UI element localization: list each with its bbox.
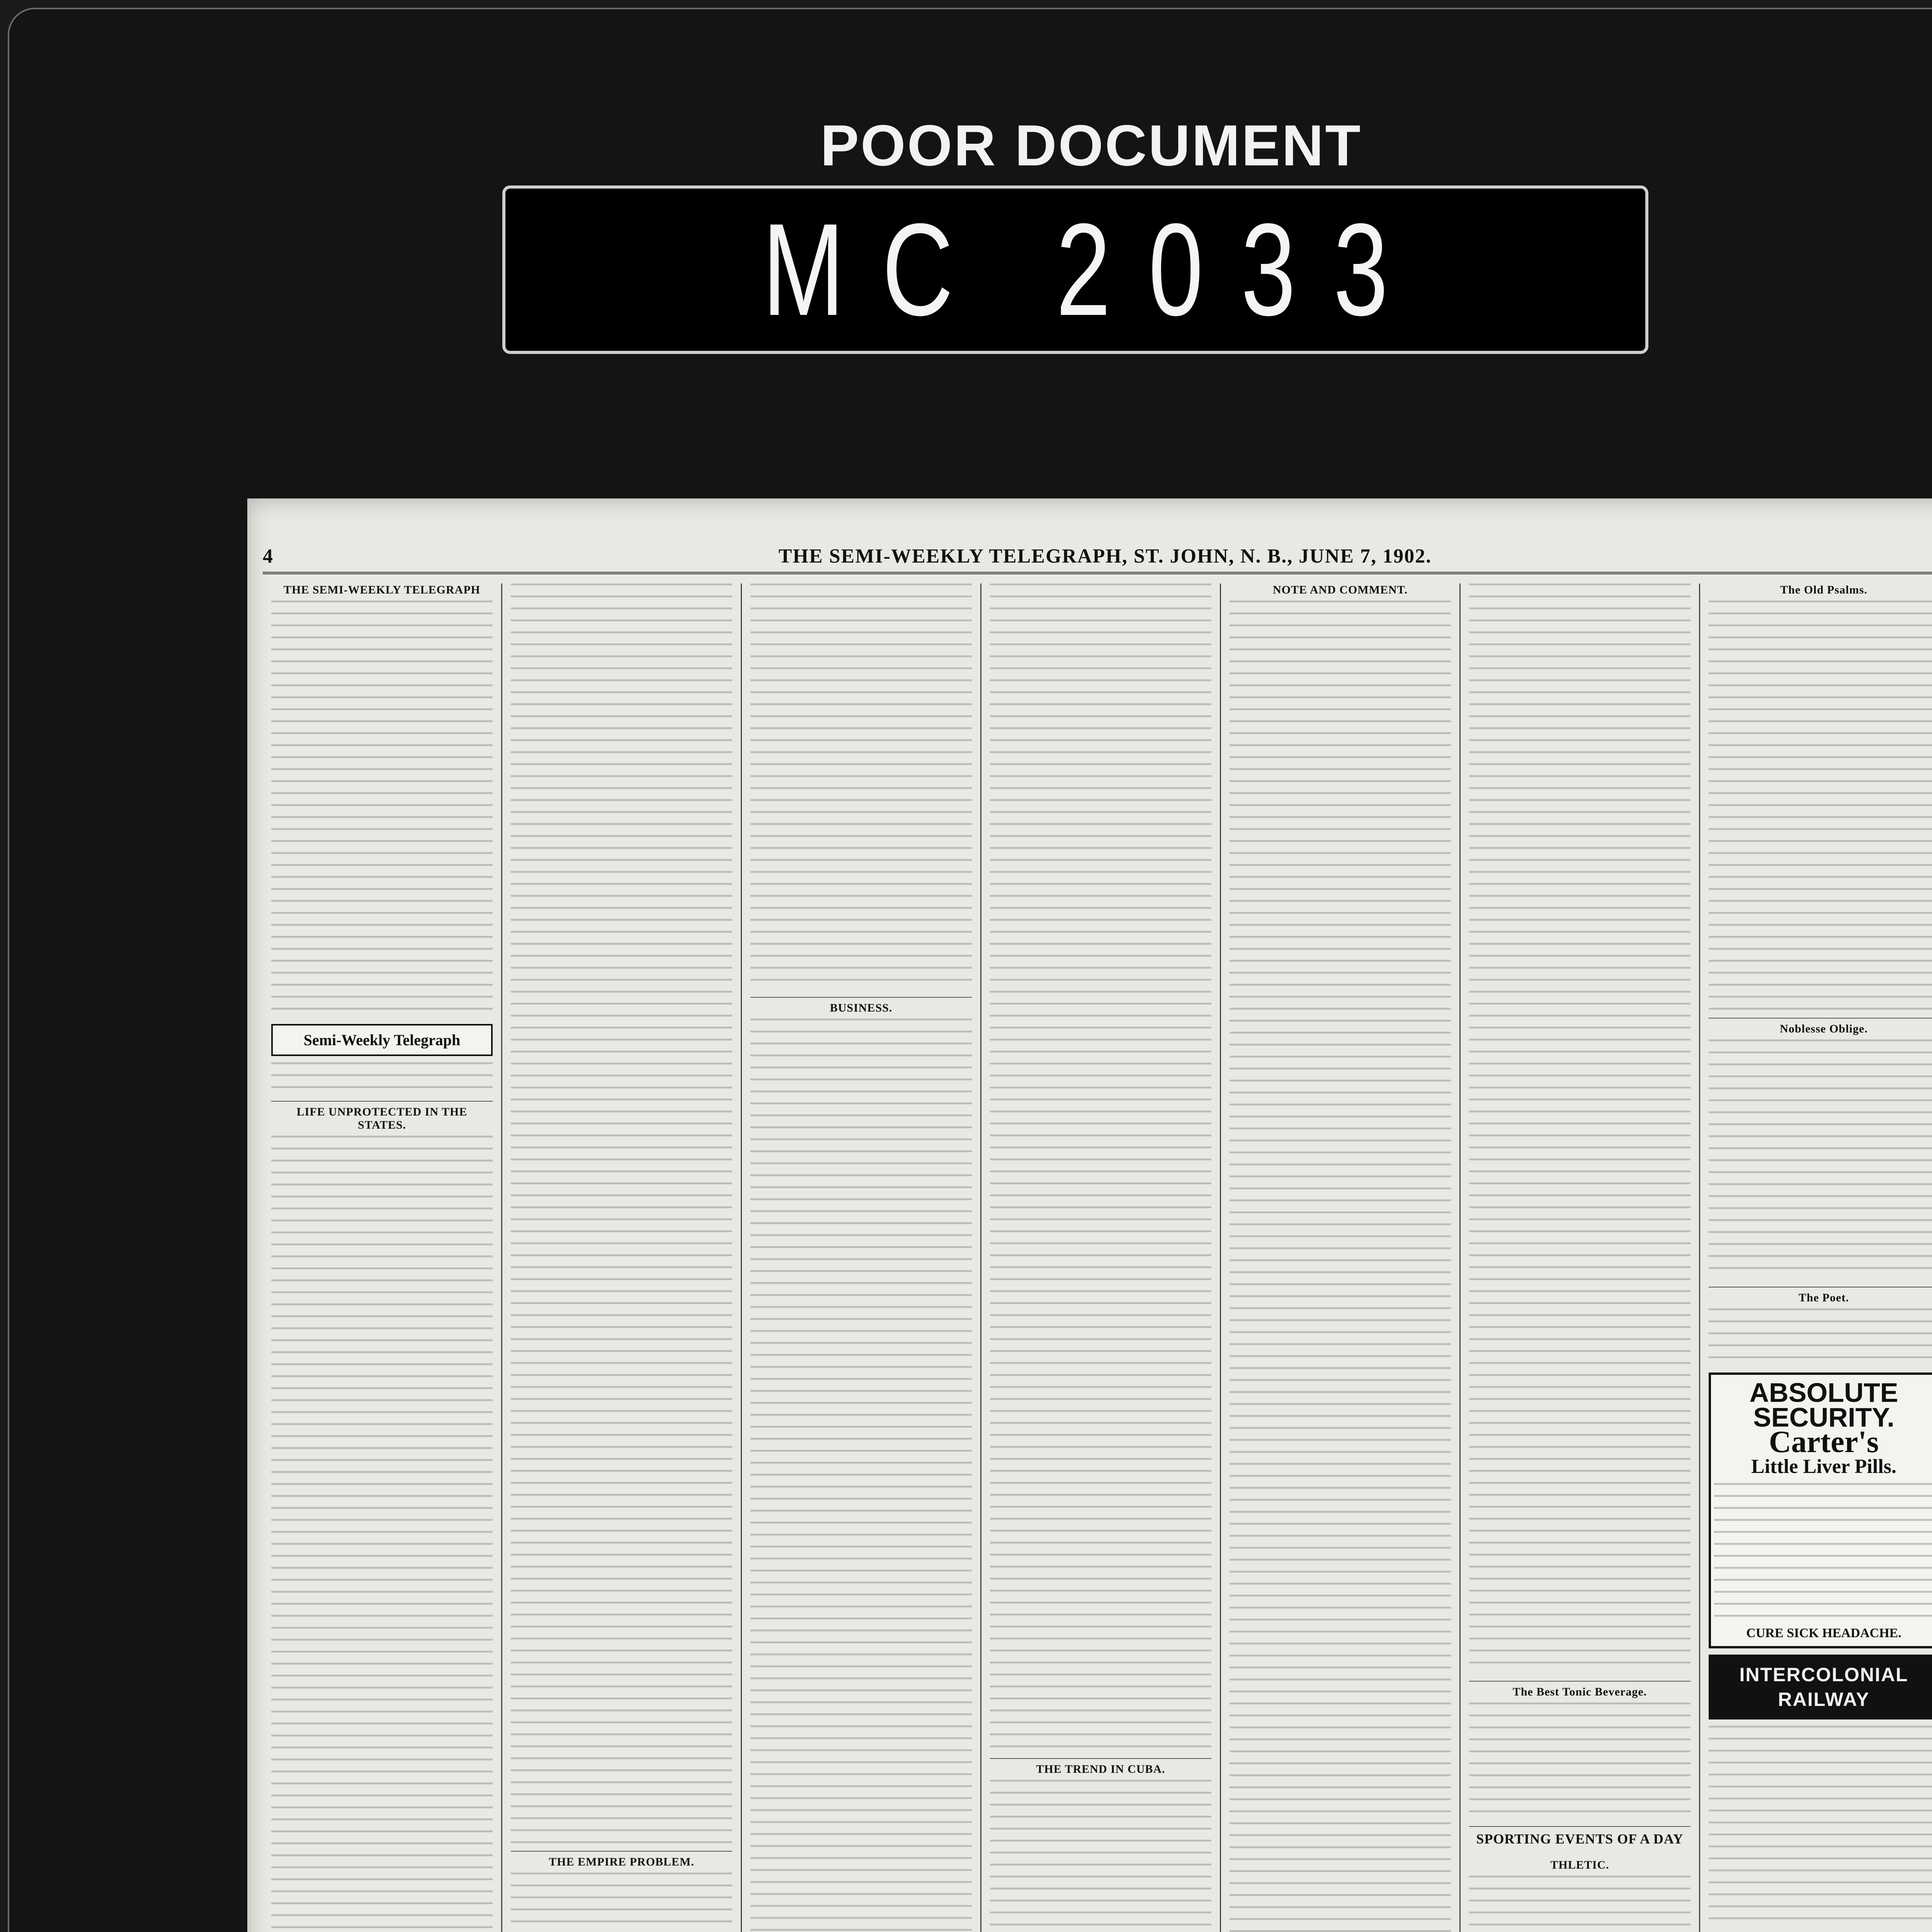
text-block <box>990 583 1211 1750</box>
column-2 <box>502 583 742 1932</box>
column-4 <box>981 583 1221 1932</box>
page-number: 4 <box>263 545 273 567</box>
section-heading: Noblesse Oblige. <box>1709 1018 1932 1036</box>
column-7 <box>1700 583 1932 1932</box>
column-1 <box>263 583 502 1932</box>
text-block <box>271 600 493 1018</box>
section-heading: LIFE UNPROTECTED IN THE STATES. <box>271 1101 493 1132</box>
text-block <box>750 583 972 989</box>
section-heading: BUSINESS. <box>750 997 972 1015</box>
section-heading: SPORTING EVENTS OF A DAY <box>1469 1826 1690 1847</box>
newspaper-title: THE SEMI-WEEKLY TELEGRAPH, ST. JOHN, N. B., JUNE 7, 1902. <box>778 545 1432 567</box>
text-block <box>511 583 732 1843</box>
column-6 <box>1461 583 1700 1932</box>
text-block <box>511 1872 732 1932</box>
columns <box>263 583 1932 1932</box>
section-heading: The Old Psalms. <box>1780 583 1867 596</box>
section-heading: The Poet. <box>1709 1287 1932 1304</box>
text-block <box>1230 600 1451 1932</box>
text-block <box>1709 1308 1932 1366</box>
section-heading: THE EMPIRE PROBLEM. <box>511 1851 732 1869</box>
poor-document-label: POOR DOCUMENT <box>820 113 1362 178</box>
section-heading: The Best Tonic Beverage. <box>1469 1681 1690 1699</box>
masthead-block: Semi-Weekly Telegraph <box>271 1024 493 1056</box>
masthead <box>263 545 1932 574</box>
column-3 <box>742 583 981 1932</box>
carters-pills-ad: ABSOLUTE SECURITY. Carter's Little Liver Pills. CURE SICK HEADACHE. <box>1709 1372 1932 1648</box>
timetable <box>1709 1726 1932 1927</box>
section-heading: THE TREND IN CUBA. <box>990 1758 1211 1776</box>
reel-code-plate <box>502 185 1648 354</box>
reel-code: MC 2033 <box>762 196 1426 343</box>
section-heading: THE SEMI-WEEKLY TELEGRAPH <box>283 583 480 596</box>
text-block <box>271 1136 493 1932</box>
column-5 <box>1221 583 1461 1932</box>
text-block <box>1709 600 1932 1010</box>
section-heading: THLETIC. <box>1550 1859 1609 1871</box>
intercolonial-railway-ad: INTERCOLONIAL RAILWAY <box>1709 1655 1932 1719</box>
text-block <box>750 1019 972 1932</box>
section-heading: NOTE AND COMMENT. <box>1273 583 1408 596</box>
text-block <box>1469 1876 1690 1932</box>
text-block <box>990 1780 1211 1932</box>
text-block <box>1709 1039 1932 1279</box>
text-block <box>271 1062 493 1093</box>
newspaper-page <box>247 498 1932 1932</box>
text-block <box>1469 583 1690 1673</box>
text-block <box>1469 1702 1690 1818</box>
